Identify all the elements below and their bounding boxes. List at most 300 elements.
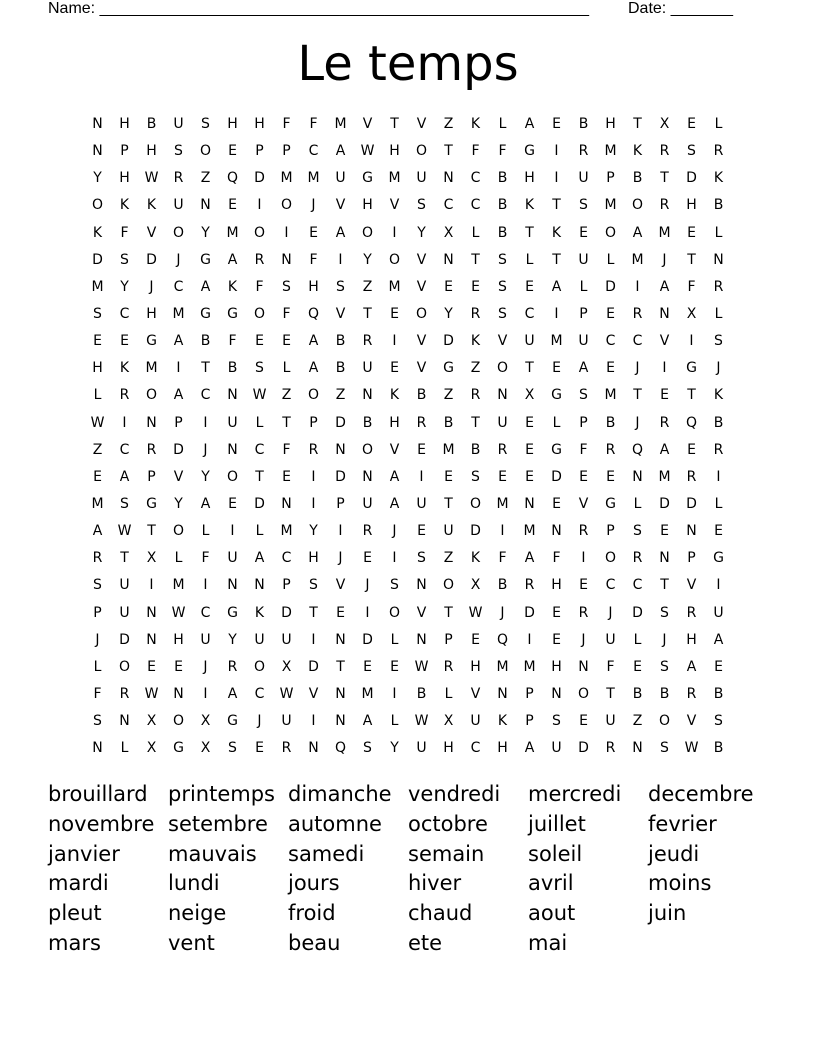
grid-letter: T — [282, 414, 291, 431]
grid-letter: R — [713, 143, 724, 160]
grid-letter: D — [119, 631, 130, 648]
grid-letter: U — [200, 631, 211, 648]
grid-letter: U — [443, 523, 454, 540]
grid-letter: N — [551, 523, 562, 540]
grid-letter: E — [606, 360, 615, 377]
grid-letter: J — [635, 360, 640, 377]
date-field: Date: _______ — [628, 0, 733, 17]
grid-letter: S — [633, 523, 642, 540]
grid-letter: L — [525, 251, 534, 268]
grid-letter: E — [255, 740, 264, 757]
grid-letter: X — [200, 740, 211, 757]
grid-letter: R — [686, 604, 697, 621]
grid-letter: V — [416, 604, 427, 621]
grid-letter: B — [659, 685, 670, 702]
grid-letter: V — [686, 713, 697, 730]
grid-letter: O — [388, 251, 401, 268]
grid-letter: L — [255, 523, 264, 540]
grid-letter: A — [92, 523, 103, 540]
grid-letter: M — [226, 224, 239, 241]
grid-letter: C — [470, 740, 481, 757]
word-list-item: fevrier — [648, 811, 717, 836]
word-list-item: decembre — [648, 782, 754, 806]
grid-letter: K — [92, 224, 103, 241]
grid-letter: R — [578, 143, 589, 160]
grid-letter: N — [119, 713, 130, 730]
grid-letter: R — [443, 658, 454, 675]
grid-letter: D — [686, 170, 697, 187]
grid-letter: E — [552, 360, 561, 377]
grid-letter: J — [581, 631, 586, 648]
grid-letter: M — [334, 116, 347, 132]
grid-letter: E — [525, 278, 534, 295]
grid-letter: E — [687, 441, 696, 458]
grid-letter: C — [173, 278, 184, 295]
grid-letter: N — [173, 685, 184, 702]
grid-letter: T — [633, 116, 642, 132]
grid-letter: N — [146, 414, 157, 431]
grid-letter: W — [117, 523, 132, 540]
grid-letter: T — [147, 523, 156, 540]
grid-letter: O — [361, 441, 374, 458]
grid-letter: N — [632, 468, 643, 485]
grid-letter: V — [416, 116, 427, 132]
grid-letter: F — [282, 305, 291, 322]
grid-letter: I — [149, 577, 154, 594]
grid-letter: L — [714, 305, 723, 322]
grid-letter: E — [417, 523, 426, 540]
grid-letter: O — [91, 197, 104, 214]
grid-letter: O — [199, 143, 212, 160]
grid-letter: E — [93, 468, 102, 485]
grid-letter: U — [119, 577, 130, 594]
grid-letter: P — [282, 143, 291, 160]
page-title: Le temps — [297, 36, 519, 92]
grid-letter: L — [201, 523, 210, 540]
grid-letter: S — [498, 278, 507, 295]
word-list-item: juin — [648, 901, 687, 926]
grid-letter: V — [416, 360, 427, 377]
word-list-item: mercredi — [528, 782, 622, 806]
grid-letter: N — [227, 577, 238, 594]
grid-letter: U — [335, 170, 346, 187]
grid-letter: D — [632, 604, 643, 621]
grid-letter: R — [470, 305, 481, 322]
grid-letter: N — [254, 577, 265, 594]
grid-letter: E — [174, 658, 183, 675]
grid-letter: T — [309, 604, 318, 621]
grid-letter: Z — [281, 387, 292, 404]
grid-letter: N — [578, 658, 589, 675]
grid-letter: V — [497, 333, 508, 350]
grid-letter: V — [389, 441, 400, 458]
grid-letter: T — [633, 387, 642, 404]
grid-letter: F — [309, 116, 318, 132]
grid-letter: P — [336, 495, 345, 512]
grid-letter: E — [390, 658, 399, 675]
grid-letter: Y — [363, 251, 372, 268]
grid-letter: N — [686, 523, 697, 540]
grid-letter: U — [497, 414, 508, 431]
grid-letter: N — [146, 604, 157, 621]
grid-letter: U — [281, 713, 292, 730]
grid-letter: H — [308, 550, 319, 567]
grid-letter: J — [365, 577, 370, 594]
grid-letter: E — [579, 577, 588, 594]
grid-letter: R — [146, 441, 157, 458]
grid-letter: R — [659, 414, 670, 431]
grid-letter: M — [496, 658, 509, 675]
grid-letter: A — [335, 143, 346, 160]
grid-letter: A — [551, 278, 562, 295]
grid-letter: I — [392, 550, 397, 567]
grid-letter: T — [525, 360, 534, 377]
grid-letter: C — [254, 685, 265, 702]
grid-letter: N — [497, 387, 508, 404]
grid-letter: U — [578, 333, 589, 350]
grid-letter: I — [230, 523, 235, 540]
grid-letter: J — [500, 604, 505, 621]
grid-letter: Q — [631, 441, 644, 458]
grid-letter: M — [658, 224, 671, 241]
grid-letter: J — [608, 604, 613, 621]
grid-letter: H — [686, 631, 697, 648]
word-list-item: novembre — [48, 811, 155, 836]
grid-letter: Y — [417, 224, 426, 241]
grid-letter: N — [92, 740, 103, 757]
grid-letter: O — [307, 387, 320, 404]
grid-letter: T — [336, 658, 345, 675]
word-list-item: chaud — [408, 901, 473, 926]
grid-letter: T — [687, 387, 696, 404]
grid-letter: U — [416, 740, 427, 757]
grid-letter: V — [416, 278, 427, 295]
grid-letter: N — [362, 468, 373, 485]
grid-letter: R — [470, 387, 481, 404]
grid-letter: M — [604, 387, 617, 404]
grid-letter: C — [632, 577, 643, 594]
grid-letter: J — [662, 251, 667, 268]
grid-letter: K — [713, 387, 724, 404]
grid-letter: P — [120, 143, 129, 160]
grid-letter: K — [470, 116, 481, 132]
grid-letter: D — [281, 604, 292, 621]
grid-letter: R — [254, 251, 265, 268]
grid-letter: S — [174, 143, 183, 160]
grid-letter: B — [416, 387, 427, 404]
grid-letter: N — [443, 251, 454, 268]
grid-letter: V — [173, 468, 184, 485]
grid-letter: S — [336, 278, 345, 295]
grid-letter: L — [120, 740, 129, 757]
grid-letter: L — [606, 251, 615, 268]
grid-letter: S — [228, 740, 237, 757]
grid-letter: R — [632, 550, 643, 567]
grid-letter: S — [93, 713, 102, 730]
grid-letter: A — [308, 360, 319, 377]
grid-letter: X — [443, 224, 454, 241]
grid-letter: E — [525, 441, 534, 458]
grid-letter: E — [606, 305, 615, 322]
grid-letter: E — [552, 604, 561, 621]
grid-letter: H — [308, 278, 319, 295]
grid-letter: O — [280, 197, 293, 214]
grid-letter: T — [120, 550, 129, 567]
grid-letter: F — [498, 550, 507, 567]
grid-letter: E — [579, 713, 588, 730]
grid-letter: I — [338, 523, 343, 540]
grid-letter: K — [713, 170, 724, 187]
word-search-grid — [84, 111, 732, 762]
grid-letter: S — [579, 197, 588, 214]
grid-letter: K — [146, 197, 157, 214]
grid-letter: M — [442, 441, 455, 458]
grid-letter: U — [227, 414, 238, 431]
grid-letter: L — [93, 387, 102, 404]
grid-letter: V — [416, 251, 427, 268]
grid-letter: M — [361, 685, 374, 702]
grid-letter: D — [686, 495, 697, 512]
grid-letter: E — [714, 658, 723, 675]
grid-letter: U — [173, 197, 184, 214]
grid-letter: S — [93, 577, 102, 594]
grid-letter: I — [203, 577, 208, 594]
grid-letter: P — [525, 685, 534, 702]
grid-letter: U — [416, 170, 427, 187]
grid-letter: W — [414, 658, 429, 675]
grid-letter: O — [253, 305, 266, 322]
grid-letter: R — [713, 278, 724, 295]
grid-letter: K — [254, 604, 265, 621]
grid-letter: B — [632, 170, 643, 187]
grid-letter: B — [497, 224, 508, 241]
grid-letter: E — [687, 116, 696, 132]
grid-letter: B — [605, 414, 616, 431]
grid-letter: C — [605, 577, 616, 594]
grid-letter: A — [335, 224, 346, 241]
grid-letter: I — [338, 251, 343, 268]
grid-letter: F — [255, 278, 264, 295]
grid-letter: P — [579, 414, 588, 431]
grid-letter: H — [389, 143, 400, 160]
grid-letter: L — [174, 550, 183, 567]
grid-letter: U — [281, 631, 292, 648]
grid-letter: K — [524, 197, 535, 214]
grid-letter: L — [498, 116, 507, 132]
grid-letter: D — [146, 251, 157, 268]
grid-letter: D — [335, 468, 346, 485]
grid-letter: I — [203, 414, 208, 431]
grid-letter: Z — [632, 713, 643, 730]
grid-letter: F — [552, 550, 561, 567]
grid-letter: I — [311, 495, 316, 512]
grid-letter: S — [471, 468, 480, 485]
grid-letter: B — [362, 414, 373, 431]
grid-letter: C — [254, 441, 265, 458]
grid-letter: H — [470, 658, 481, 675]
grid-letter: D — [254, 495, 265, 512]
grid-letter: N — [335, 631, 346, 648]
grid-letter: P — [579, 305, 588, 322]
grid-letter: U — [578, 170, 589, 187]
grid-letter: H — [227, 116, 238, 132]
grid-letter: K — [119, 360, 130, 377]
grid-letter: I — [554, 170, 559, 187]
grid-letter: A — [659, 441, 670, 458]
grid-letter: L — [714, 224, 723, 241]
grid-letter: E — [660, 523, 669, 540]
word-list-item: beau — [288, 930, 341, 955]
grid-letter: R — [713, 441, 724, 458]
grid-letter: E — [552, 116, 561, 132]
grid-letter: H — [551, 577, 562, 594]
grid-letter: N — [200, 197, 211, 214]
grid-letter: N — [416, 631, 427, 648]
grid-letter: M — [280, 523, 293, 540]
grid-letter: Y — [444, 305, 453, 322]
grid-letter: P — [687, 550, 696, 567]
grid-letter: A — [524, 116, 535, 132]
grid-letter: I — [689, 333, 694, 350]
grid-letter: R — [416, 414, 427, 431]
grid-letter: S — [552, 713, 561, 730]
grid-letter: D — [92, 251, 103, 268]
grid-letter: R — [308, 441, 319, 458]
grid-letter: W — [144, 170, 159, 187]
grid-letter: I — [311, 631, 316, 648]
grid-letter: M — [388, 170, 401, 187]
grid-letter: V — [335, 305, 346, 322]
grid-letter: B — [443, 414, 454, 431]
grid-letter: F — [579, 441, 588, 458]
grid-letter: Y — [309, 523, 318, 540]
grid-letter: M — [523, 523, 536, 540]
grid-letter: W — [360, 143, 375, 160]
grid-letter: T — [687, 251, 696, 268]
grid-letter: I — [581, 550, 586, 567]
grid-letter: U — [362, 495, 373, 512]
grid-letter: R — [173, 170, 184, 187]
grid-letter: I — [284, 224, 289, 241]
word-list-item: mai — [528, 930, 568, 955]
grid-letter: Y — [174, 495, 183, 512]
grid-letter: E — [579, 224, 588, 241]
grid-letter: M — [604, 143, 617, 160]
grid-letter: N — [308, 740, 319, 757]
word-list-item: vent — [168, 930, 215, 955]
grid-letter: I — [527, 631, 532, 648]
grid-letter: G — [713, 550, 724, 567]
grid-letter: J — [338, 550, 343, 567]
grid-letter: O — [442, 577, 455, 594]
grid-letter: V — [578, 495, 589, 512]
grid-letter: Z — [92, 441, 103, 458]
grid-letter: G — [173, 740, 184, 757]
grid-letter: I — [176, 360, 181, 377]
grid-letter: J — [392, 523, 397, 540]
grid-letter: N — [416, 577, 427, 594]
grid-letter: O — [172, 224, 185, 241]
grid-letter: J — [257, 713, 262, 730]
grid-letter: R — [227, 658, 238, 675]
grid-letter: A — [227, 251, 238, 268]
grid-letter: E — [147, 658, 156, 675]
grid-letter: I — [635, 278, 640, 295]
grid-letter: I — [716, 577, 721, 594]
grid-letter: U — [605, 713, 616, 730]
grid-letter: U — [578, 251, 589, 268]
grid-letter: Y — [93, 170, 102, 187]
grid-letter: E — [714, 523, 723, 540]
grid-letter: R — [686, 685, 697, 702]
grid-letter: K — [497, 713, 508, 730]
grid-letter: T — [444, 143, 453, 160]
grid-letter: E — [525, 468, 534, 485]
grid-letter: J — [635, 414, 640, 431]
grid-letter: A — [578, 360, 589, 377]
grid-letter: R — [92, 550, 103, 567]
grid-letter: B — [713, 740, 724, 757]
grid-letter: O — [253, 658, 266, 675]
grid-letter: P — [147, 468, 156, 485]
grid-letter: G — [227, 604, 238, 621]
grid-letter: W — [414, 713, 429, 730]
grid-letter: I — [554, 305, 559, 322]
grid-letter: B — [497, 170, 508, 187]
grid-letter: D — [443, 333, 454, 350]
grid-letter: B — [200, 333, 211, 350]
grid-letter: L — [471, 224, 480, 241]
grid-letter: D — [362, 631, 373, 648]
grid-letter: O — [469, 495, 482, 512]
grid-letter: A — [389, 495, 400, 512]
grid-letter: O — [226, 468, 239, 485]
grid-letter: R — [659, 197, 670, 214]
grid-letter: D — [254, 170, 265, 187]
word-list — [48, 780, 768, 959]
grid-letter: E — [660, 387, 669, 404]
grid-letter: E — [309, 224, 318, 241]
grid-letter: X — [146, 550, 157, 567]
grid-letter: A — [173, 387, 184, 404]
grid-letter: F — [309, 251, 318, 268]
grid-letter: M — [496, 495, 509, 512]
grid-letter: A — [362, 713, 373, 730]
word-list-item: jeudi — [648, 841, 700, 866]
grid-letter: K — [470, 333, 481, 350]
grid-letter: Y — [228, 631, 237, 648]
grid-letter: X — [470, 577, 481, 594]
grid-letter: G — [551, 387, 562, 404]
grid-letter: H — [254, 116, 265, 132]
grid-letter: G — [146, 495, 157, 512]
grid-letter: B — [713, 414, 724, 431]
grid-letter: P — [282, 577, 291, 594]
grid-letter: V — [308, 685, 319, 702]
grid-letter: D — [551, 468, 562, 485]
grid-letter: B — [416, 685, 427, 702]
grid-letter: M — [550, 333, 563, 350]
grid-letter: H — [362, 197, 373, 214]
word-list-item: mardi — [48, 871, 109, 896]
grid-letter: X — [686, 305, 697, 322]
grid-letter: P — [174, 414, 183, 431]
word-list-item: janvier — [48, 841, 120, 866]
grid-letter: S — [687, 143, 696, 160]
grid-letter: R — [605, 740, 616, 757]
grid-letter: Y — [120, 278, 129, 295]
grid-letter: L — [633, 631, 642, 648]
